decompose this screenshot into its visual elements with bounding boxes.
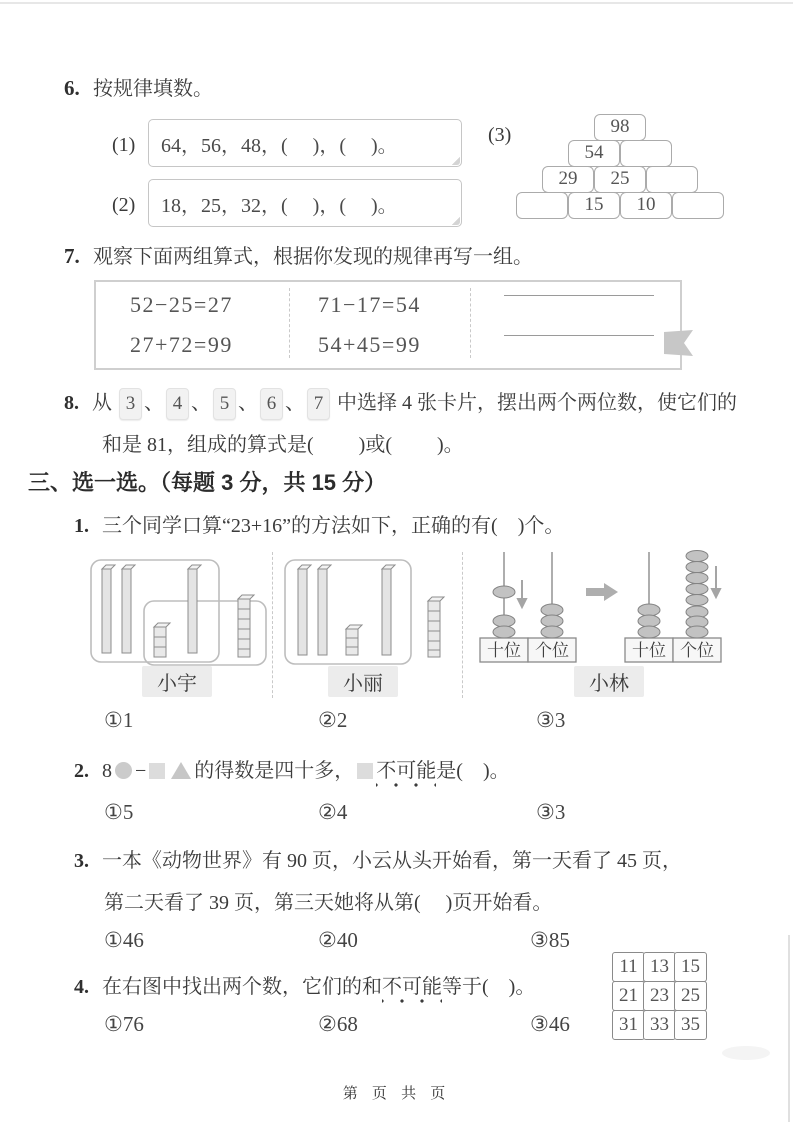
student-label-xiaoyu: 小宇 [142, 666, 212, 697]
number-card-6: 6 [260, 388, 283, 420]
q2-text: 的得数是四十多， [194, 760, 355, 782]
q2-text-end: 是( )。 [436, 760, 510, 782]
q3-option-1: ①46 [104, 928, 144, 952]
q4-text: 在右图中找出两个数，它们的和 [102, 976, 382, 998]
circle-shape [115, 762, 132, 779]
q3-option-3: ③85 [530, 928, 570, 952]
ones-cube-stack [346, 597, 444, 657]
student-label-xiaolin: 小林 [574, 666, 644, 697]
number-card-5: 5 [213, 388, 236, 420]
q2-option-2: ②4 [318, 800, 348, 824]
question-8-line1 [64, 388, 744, 420]
tens-place-label: 十位 [632, 641, 666, 660]
q7-equation-4: 54+45=99 [318, 332, 421, 357]
page-footer: 第 页 共 页 [342, 1085, 451, 1102]
q6-part1-label: (1) [112, 134, 136, 156]
question-6-heading [64, 74, 213, 104]
grid-cell: 33 [643, 1010, 676, 1040]
q7-equation-3: 27+72=99 [130, 332, 233, 357]
number-card-3: 3 [119, 388, 142, 420]
card-separator: 、 [144, 392, 164, 414]
panel-divider-1 [272, 552, 273, 698]
question-2-line [74, 756, 510, 786]
question-2-number: 2. [74, 760, 89, 782]
q6-part2-label: (2) [112, 194, 136, 216]
number-grid [612, 952, 712, 1044]
number-card-4: 4 [166, 388, 189, 420]
ribbon-bookmark-icon [664, 330, 696, 357]
pyramid-cell: 10 [620, 192, 672, 219]
q6-part3-label: (3) [488, 124, 512, 146]
question-6-number: 6. [64, 76, 80, 100]
grid-cell: 25 [674, 981, 707, 1011]
grid-cell: 15 [674, 952, 707, 982]
q7-equation-1: 52−25=27 [130, 292, 233, 317]
q7-divider-1 [289, 288, 290, 358]
scan-edge-top [0, 2, 793, 4]
pyramid-cell: 15 [568, 192, 620, 219]
tens-place-label: 十位 [487, 641, 521, 660]
question-3-line1 [74, 846, 682, 876]
ones-place-label: 个位 [535, 641, 569, 660]
question-7-number: 7. [64, 244, 80, 268]
q3-text-line1: 一本《动物世界》有 90 页，小云从头开始看，第一天看了 45 页， [102, 850, 682, 872]
number-pyramid [519, 114, 729, 220]
section-3-heading: 三、选一选。（每题 3 分，共 15 分） [28, 470, 387, 495]
card-separator: 、 [238, 392, 258, 414]
square-shape [149, 763, 165, 779]
pyramid-cell [620, 140, 672, 167]
question-6-title: 按规律填数。 [93, 78, 213, 100]
q3-option-2: ②40 [318, 928, 358, 952]
q4-option-2: ②68 [318, 1012, 358, 1036]
tens-rod [102, 565, 201, 653]
grid-cell: 11 [612, 952, 645, 982]
q7-blank-line-2 [504, 335, 654, 336]
scan-smudge [722, 1046, 770, 1060]
question-4-number: 4. [74, 976, 89, 998]
ones-cube-stack [154, 595, 254, 657]
q1-option-1: ①1 [104, 708, 134, 732]
question-8-line2: 和是 81，组成的算式是( )或( )。 [102, 434, 464, 456]
q2-option-3: ③3 [536, 800, 566, 824]
question-3-number: 3. [74, 850, 89, 872]
q7-equation-2: 71−17=54 [318, 292, 421, 317]
q8-text-post: 中选择 4 张卡片，摆出两个两位数，使它们的 [337, 392, 737, 414]
square-shape [357, 763, 373, 779]
right-arrow-icon [586, 583, 618, 601]
q4-option-1: ①76 [104, 1012, 144, 1036]
q1-option-2: ②2 [318, 708, 348, 732]
q2-digit: 8 [102, 760, 112, 782]
q4-emphasized-text: 不可能 [382, 976, 442, 1004]
q2-minus: − [135, 760, 147, 782]
base-ten-blocks-xiaoyu [88, 557, 270, 669]
pyramid-cell [516, 192, 568, 219]
number-card-7: 7 [307, 388, 330, 420]
question-8-number: 8. [64, 392, 79, 414]
question-1-line [74, 511, 564, 541]
question-1-number: 1. [74, 515, 89, 537]
q6-part2-answer-box [148, 179, 462, 227]
grid-cell: 21 [612, 981, 645, 1011]
card-separator: 、 [191, 392, 211, 414]
q6-part1-answer-box [148, 119, 462, 167]
pyramid-cell: 25 [594, 166, 646, 193]
triangle-shape [171, 762, 191, 779]
pyramid-cell: 54 [568, 140, 620, 167]
q7-divider-2 [470, 288, 471, 358]
q7-blank-line-1 [504, 295, 654, 296]
card-separator: 、 [285, 392, 305, 414]
panel-divider-2 [462, 552, 463, 698]
q6-part2-sequence: 18，25，32，( )，( )。 [161, 194, 398, 217]
base-ten-blocks-xiaoli [282, 557, 454, 669]
q4-option-3: ③46 [530, 1012, 570, 1036]
pyramid-cell: 98 [594, 114, 646, 141]
grid-cell: 13 [643, 952, 676, 982]
q4-text-end: 等于( )。 [442, 976, 536, 998]
pyramid-cell: 29 [542, 166, 594, 193]
q2-option-1: ①5 [104, 800, 134, 824]
student-label-xiaoli: 小丽 [328, 666, 398, 697]
grid-cell: 31 [612, 1010, 645, 1040]
question-4-line [74, 972, 535, 1002]
q6-part1-sequence: 64，56，48，( )，( )。 [161, 134, 398, 157]
question-1-title: 三个同学口算“23+16”的方法如下，正确的有( )个。 [102, 515, 565, 537]
ones-place-label: 个位 [680, 641, 714, 660]
question-3-line2: 第二天看了 39 页，第三天她将从第( )页开始看。 [104, 892, 553, 914]
grid-cell: 23 [643, 981, 676, 1011]
question-7-title: 观察下面两组算式，根据你发现的规律再写一组。 [93, 246, 533, 268]
abacus-xiaolin [470, 548, 755, 670]
question-7-heading [64, 242, 533, 272]
pyramid-cell [646, 166, 698, 193]
grid-cell: 35 [674, 1010, 707, 1040]
q2-emphasized-text: 不可能 [376, 760, 436, 788]
q8-text-pre: 从 [92, 392, 112, 414]
q1-option-3: ③3 [536, 708, 566, 732]
pyramid-cell [672, 192, 724, 219]
